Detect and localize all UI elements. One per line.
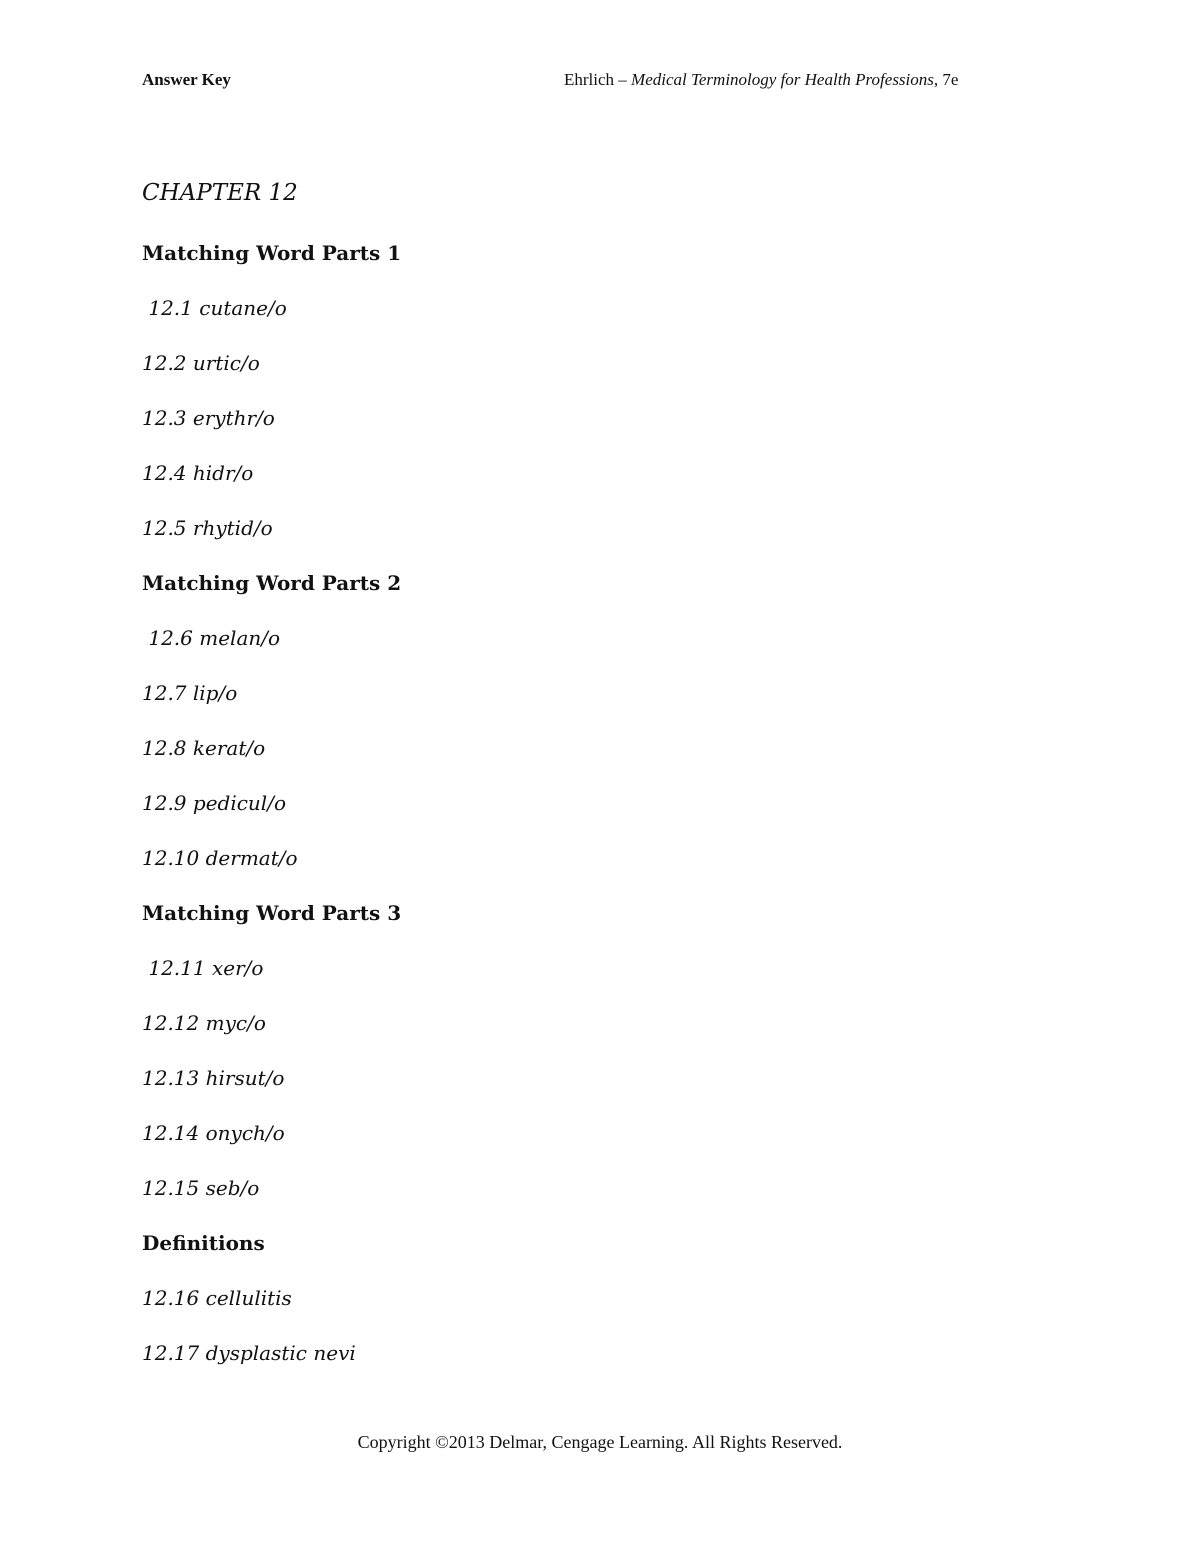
list-item: 12.8 kerat/o (142, 736, 266, 760)
section-matching-word-parts-1 (142, 226, 1042, 556)
list-item: 12.5 rhytid/o (142, 516, 273, 540)
section-definitions (142, 1216, 1042, 1381)
list-item: 12.15 seb/o (142, 1176, 260, 1200)
header-answer-key: Answer Key (142, 70, 231, 89)
list-item: 12.10 dermat/o (142, 846, 298, 870)
page-footer-copyright: Copyright ©2013 Delmar, Cengage Learning. All Rights Reserved. (357, 1432, 843, 1452)
list-item: 12.1 cutane/o (142, 296, 287, 320)
list-item: 12.6 melan/o (142, 626, 281, 650)
page-content (142, 176, 1042, 1381)
list-item: 12.13 hirsut/o (142, 1066, 285, 1090)
header-edition: , 7e (933, 70, 959, 89)
header-title: Medical Terminology for Health Professions (631, 70, 934, 89)
list-item: 12.4 hidr/o (142, 461, 254, 485)
section-heading: Matching Word Parts 2 (142, 571, 402, 595)
list-item: 12.12 myc/o (142, 1011, 266, 1035)
page-header (142, 70, 974, 94)
list-item: 12.7 lip/o (142, 681, 238, 705)
list-item: 12.3 erythr/o (142, 406, 275, 430)
header-author: Ehrlich – (564, 70, 632, 89)
chapter-title: CHAPTER 12 (142, 180, 298, 206)
list-item: 12.9 pedicul/o (142, 791, 286, 815)
list-item: 12.14 onych/o (142, 1121, 285, 1145)
list-item: 12.17 dysplastic nevi (142, 1341, 356, 1365)
section-heading: Matching Word Parts 3 (142, 901, 402, 925)
list-item: 12.11 xer/o (142, 956, 264, 980)
header-book-title (564, 70, 958, 90)
section-matching-word-parts-2 (142, 556, 1042, 886)
list-item: 12.16 cellulitis (142, 1286, 292, 1310)
section-heading: Definitions (142, 1231, 265, 1255)
list-item: 12.2 urtic/o (142, 351, 260, 375)
section-heading: Matching Word Parts 1 (142, 241, 402, 265)
section-matching-word-parts-3 (142, 886, 1042, 1216)
